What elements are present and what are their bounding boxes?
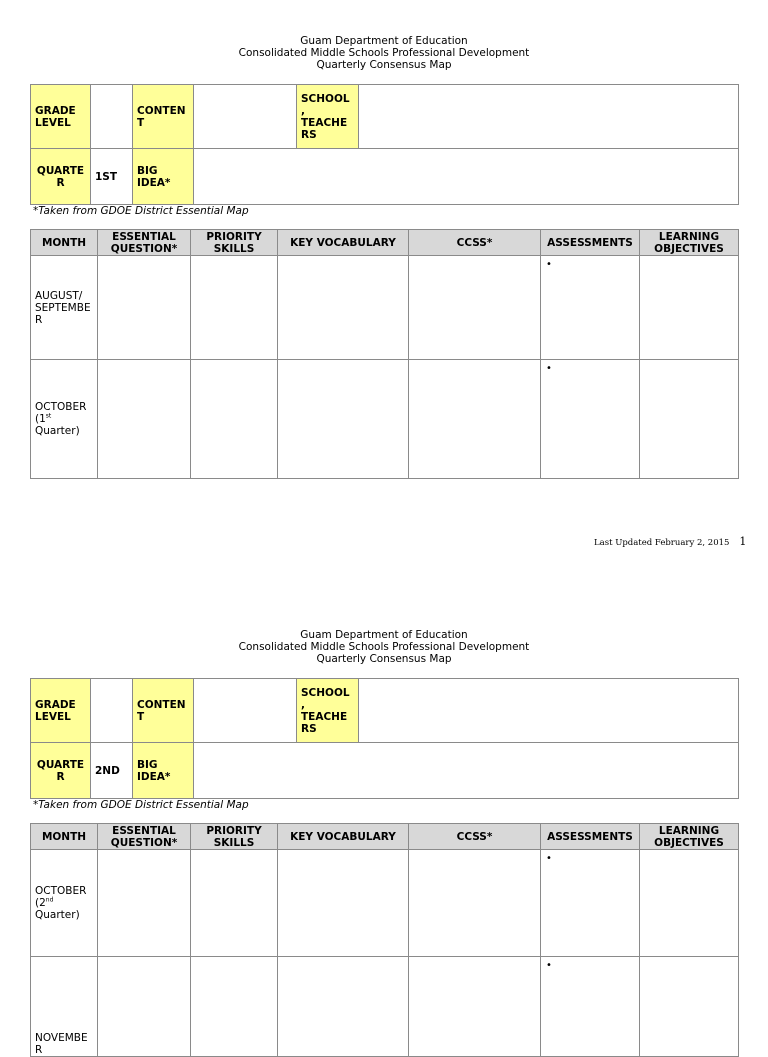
table-row: [31, 850, 739, 957]
source-note: *Taken from GDOE District Essential Map: [33, 799, 249, 811]
col-month: MONTH: [31, 230, 98, 256]
header-line-2: Consolidated Middle Schools Professional Development: [238, 47, 530, 59]
grade-level-label: GRADE LEVEL: [31, 679, 91, 743]
col-essential-question: ESSENTIAL QUESTION*: [98, 230, 191, 256]
priority-skills-cell[interactable]: [191, 850, 278, 957]
grade-level-label: GRADE LEVEL: [31, 85, 91, 149]
essential-question-cell[interactable]: [98, 850, 191, 957]
header-line-3: Quarterly Consensus Map: [316, 653, 452, 665]
table-row: [31, 957, 739, 1057]
month-cell: AUGUST/ SEPTEMBE R: [31, 256, 98, 360]
content-value[interactable]: [194, 679, 297, 743]
school-teachers-label: SCHOOL , TEACHE RS: [297, 85, 359, 149]
month-tail: Quarter): [35, 425, 80, 437]
learning-objectives-cell[interactable]: [640, 850, 739, 957]
assessments-cell[interactable]: [541, 850, 640, 957]
priority-skills-cell[interactable]: [191, 957, 278, 1057]
ccss-cell[interactable]: [409, 957, 541, 1057]
col-learning-objectives: LEARNING OBJECTIVES: [640, 230, 739, 256]
month-text: OCTOBER (2: [35, 885, 87, 909]
consensus-map-table: [30, 823, 739, 1057]
month-ordinal: nd: [45, 896, 54, 904]
col-learning-objectives: LEARNING OBJECTIVES: [640, 824, 739, 850]
info-table: [30, 678, 739, 799]
col-ccss: CCSS*: [409, 824, 541, 850]
month-cell: NOVEMBE R: [31, 957, 98, 1057]
col-priority-skills: PRIORITY SKILLS: [191, 824, 278, 850]
col-key-vocabulary: KEY VOCABULARY: [278, 824, 409, 850]
col-month: MONTH: [31, 824, 98, 850]
col-essential-question: ESSENTIAL QUESTION*: [98, 824, 191, 850]
col-assessments: ASSESSMENTS: [541, 230, 640, 256]
quarter-label: QUARTE R: [31, 149, 91, 205]
content-label: CONTEN T: [133, 679, 194, 743]
header-line-1: Guam Department of Education: [300, 629, 468, 641]
learning-objectives-cell[interactable]: [640, 957, 739, 1057]
last-updated: Last Updated February 2, 2015: [594, 538, 730, 548]
header-line-3: Quarterly Consensus Map: [316, 59, 452, 71]
content-label: CONTEN T: [133, 85, 194, 149]
page-number: 1: [739, 535, 747, 548]
month-text: OCTOBER (1: [35, 401, 87, 425]
grade-level-value[interactable]: [91, 679, 133, 743]
month-ordinal: st: [45, 412, 52, 420]
bullet-icon: •: [546, 363, 552, 374]
month-cell: [31, 850, 98, 957]
bullet-icon: •: [546, 853, 552, 864]
document-header: [0, 629, 768, 665]
month-tail: Quarter): [35, 909, 80, 921]
source-note: *Taken from GDOE District Essential Map: [33, 205, 249, 217]
bullet-icon: •: [546, 259, 552, 270]
quarter-value: 1ST: [91, 149, 133, 205]
big-idea-label: BIG IDEA*: [133, 743, 194, 799]
col-priority-skills: PRIORITY SKILLS: [191, 230, 278, 256]
col-key-vocabulary: KEY VOCABULARY: [278, 230, 409, 256]
col-assessments: ASSESSMENTS: [541, 824, 640, 850]
bullet-icon: •: [546, 960, 552, 971]
school-teachers-value[interactable]: [359, 679, 739, 743]
key-vocabulary-cell[interactable]: [278, 957, 409, 1057]
quarter-label: QUARTE R: [31, 743, 91, 799]
quarter-value: 2ND: [91, 743, 133, 799]
big-idea-value[interactable]: [194, 743, 739, 799]
essential-question-cell[interactable]: [98, 957, 191, 1057]
ccss-cell[interactable]: [409, 850, 541, 957]
col-ccss: CCSS*: [409, 230, 541, 256]
header-line-2: Consolidated Middle Schools Professional Development: [238, 641, 530, 653]
key-vocabulary-cell[interactable]: [278, 850, 409, 957]
assessments-cell[interactable]: [541, 957, 640, 1057]
big-idea-label: BIG IDEA*: [133, 149, 194, 205]
school-teachers-label: SCHOOL , TEACHE RS: [297, 679, 359, 743]
header-line-1: Guam Department of Education: [300, 35, 468, 47]
